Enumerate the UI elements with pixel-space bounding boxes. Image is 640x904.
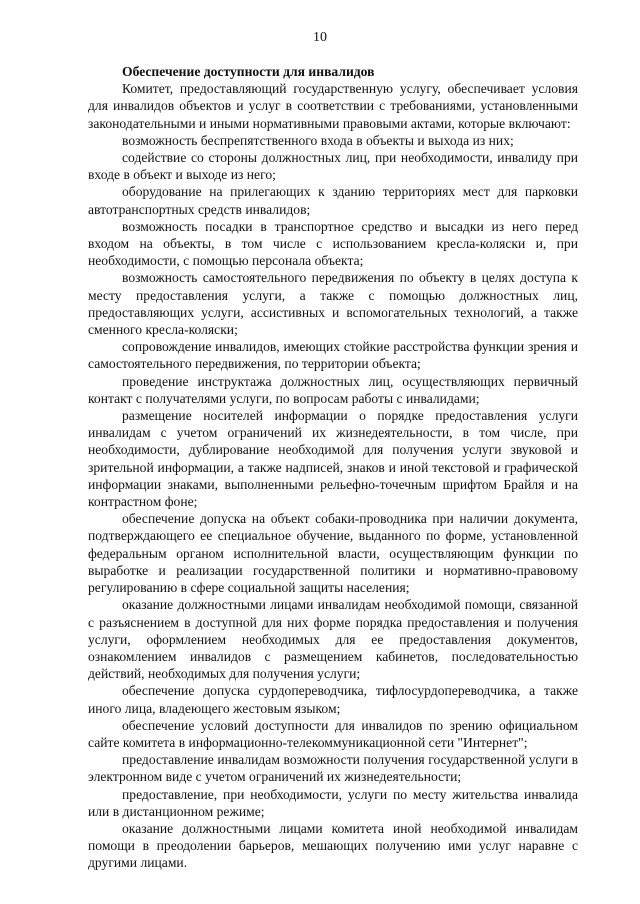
paragraph-item: обеспечение допуска на объект собаки-проводника при наличии документа, подтверждающего ее специальное обучение, выданного по форме, установленной федеральным органом исполнительной власти, осуществляющим функции по выработке и реализации государственной политики и нормативно-правовому регулированию в сфере социальной защиты населения; — [88, 511, 578, 596]
paragraph-item: содействие со стороны должностных лиц, при необходимости, инвалиду при входе в объект и выходе из него; — [88, 150, 578, 183]
paragraph-item: обеспечение допуска сурдопереводчика, тифлосурдопереводчика, а также иного лица, владеющего жестовым языком; — [88, 683, 578, 716]
paragraph-item: возможность самостоятельного передвижения по объекту в целях доступа к месту предоставления услуги, а также с помощью должностных лиц, предоставляющих услуги, ассистивных и вспомогательных технологий, а также сменного кресла-коляски; — [88, 270, 578, 338]
document-body — [88, 63, 578, 872]
paragraph-item: предоставление инвалидам возможности получения государственной услуги в электронном виде с учетом ограничений их жизнедеятельности; — [88, 752, 578, 785]
paragraph-item: предоставление, при необходимости, услуги по месту жительства инвалида или в дистанционном режиме; — [88, 786, 578, 819]
paragraph-item: обеспечение условий доступности для инвалидов по зрению официальном сайте комитета в информационно-телекоммуникационной сети "Интернет"; — [88, 717, 578, 750]
page-number: 10 — [313, 30, 327, 45]
paragraph-intro: Комитет, предоставляющий государственную услугу, обеспечивает условия для инвалидов объектов и услуг в соответствии с требованиями, установленными законодательными и иными нормативными правовыми актами, которые включают: — [88, 81, 578, 131]
paragraph-item: оборудование на прилегающих к зданию территориях мест для парковки автотранспортных средств инвалидов; — [88, 184, 578, 217]
paragraph-item: оказание должностными лицами инвалидам необходимой помощи, связанной с разъяснением в доступной для них форме порядка предоставления и получения услуги, оформлением необходимых для ее предоставления документов, ознакомлением инвалидов с размещением кабинетов, последовательностью действий, необходимых для получения услуги; — [88, 597, 578, 682]
paragraph-item: оказание должностными лицами комитета иной необходимой инвалидам помощи в преодолении барьеров, мешающих получению ими услуг наравне с другими лицами. — [88, 820, 578, 871]
paragraph-item: возможность беспрепятственного входа в объекты и выхода из них; — [122, 132, 514, 148]
paragraph-item: возможность посадки в транспортное средство и высадки из него перед входом на объекты, в том числе с использованием кресла-коляски и, при необходимости, с помощью персонала объекта; — [88, 218, 578, 269]
paragraph-item: проведение инструктажа должностных лиц, осуществляющих первичный контакт с получателями услуги, по вопросам работы с инвалидами; — [88, 373, 578, 406]
paragraph-item: сопровождение инвалидов, имеющих стойкие расстройства функции зрения и самостоятельного передвижения, по территории объекта; — [88, 339, 578, 372]
section-heading: Обеспечение доступности для инвалидов — [122, 64, 375, 79]
paragraph-item: размещение носителей информации о порядке предоставления услуги инвалидам с учетом ограничений их жизнедеятельности, в том числе, при необходимости, дублирование необходимой для получения услуги звуковой и зрительной информации, а также надписей, знаков и иной текстовой и графической информации знаками, выполненными рельефно-точечным шрифтом Брайля и на контрастном фоне; — [88, 408, 578, 510]
